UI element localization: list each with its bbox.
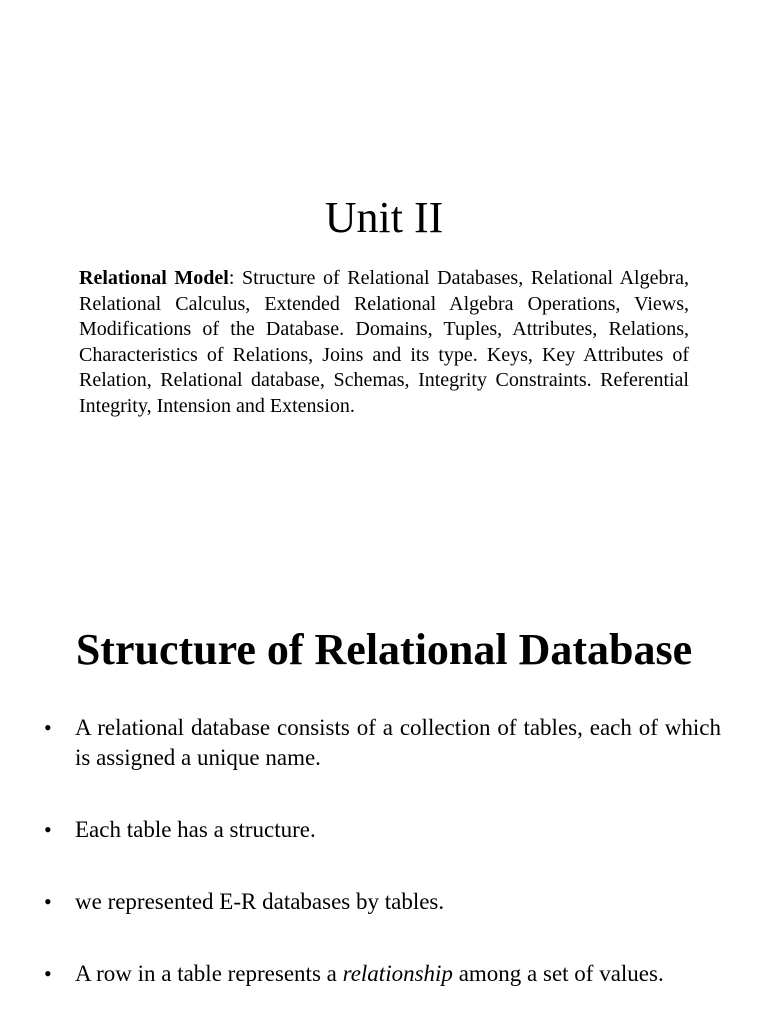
list-item [44, 713, 721, 773]
bullet-list [44, 713, 721, 1031]
syllabus-paragraph [79, 266, 689, 420]
slide-title: Structure of Relational Database [75, 625, 693, 674]
list-item [44, 959, 721, 989]
list-item [44, 887, 721, 917]
bullet-icon: • [44, 817, 52, 842]
slide-structure [0, 512, 768, 1024]
syllabus-separator: : [228, 267, 235, 289]
bullet-text: Each table has a structure. [75, 817, 316, 842]
syllabus-heading: Relational Model [79, 267, 229, 289]
bullet-text-after: among a set of values. [452, 961, 664, 986]
bullet-icon: • [44, 889, 52, 914]
list-item [44, 815, 721, 845]
bullet-icon: • [44, 961, 52, 986]
bullet-text-before: A row in a table represents a [75, 961, 343, 986]
slide-unit-overview [0, 0, 768, 512]
bullet-emphasis: relationship [342, 961, 453, 986]
syllabus-topics: Structure of Relational Databases, Relational Algebra, Relational Calculus, Extended Relational Algebra Operations, Views, Modifications of the Database. Domains, Tuples, Attributes, Relations, Characteristics of Relations, Joins and its type. Keys, Key Attributes of Relation, Relational database, Schemas, Integrity Constraints. Referential Integrity, Intension and Extension. [79, 267, 690, 417]
unit-title: Unit II [324, 193, 444, 242]
bullet-text: we represented E-R databases by tables. [75, 889, 445, 914]
bullet-icon: • [44, 715, 52, 740]
bullet-text: A relational database consists of a collection of tables, each of which is assigned a unique name. [75, 715, 721, 770]
